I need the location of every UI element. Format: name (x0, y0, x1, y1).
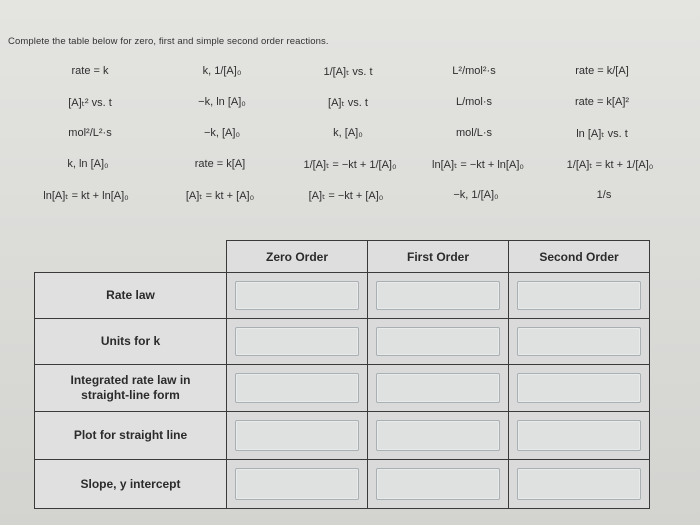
drop-target-units-first[interactable] (376, 327, 500, 356)
answer-chip-second-order-pos[interactable]: 1/[A]ₜ = kt + 1/[A]₀ (566, 159, 654, 171)
answer-chip-rate-eq-k-a2[interactable]: rate = k[A]² (574, 96, 630, 108)
answer-chip-rate-eq-k-a[interactable]: rate = k[A] (194, 158, 246, 170)
table-row (35, 460, 649, 508)
answer-chip-a-vs-t[interactable]: [A]ₜ vs. t (328, 97, 368, 109)
answer-chip-neg-k-ln-a0[interactable]: −k, ln [A]₀ (198, 96, 246, 108)
drop-target-rate-law-first[interactable] (376, 281, 500, 310)
table-cell (368, 365, 509, 411)
table-cell (509, 273, 649, 318)
instructions-text: Complete the table below for zero, first and simple second order reactions. (8, 36, 329, 47)
drop-target-slope-second[interactable] (517, 468, 641, 500)
column-header-zero-order: Zero Order (227, 241, 368, 273)
table-row (35, 412, 649, 460)
answer-chip-first-order-neg[interactable]: ln[A]ₜ = −kt + ln[A]₀ (432, 159, 524, 171)
table-cell (368, 319, 509, 364)
row-label-units-for-k: Units for k (35, 319, 227, 364)
table-cell (509, 460, 649, 508)
answer-chip-l-mol-s[interactable]: L/mol·s (455, 96, 493, 108)
table-cell (368, 460, 509, 508)
column-header-first-order: First Order (368, 241, 509, 273)
row-label-plot: Plot for straight line (35, 412, 227, 459)
answer-chip-rate-eq-k[interactable]: rate = k (71, 65, 109, 77)
drop-target-plot-second[interactable] (517, 420, 641, 451)
table-row (35, 273, 649, 319)
table-cell (368, 412, 509, 459)
table-cell (368, 273, 509, 318)
answer-chip-first-order-pos[interactable]: ln[A]ₜ = kt + ln[A]₀ (43, 190, 129, 202)
drop-target-plot-first[interactable] (376, 420, 500, 451)
answer-chip-1-over-a-vs-t[interactable]: 1/[A]ₜ vs. t (323, 66, 373, 78)
drop-target-units-second[interactable] (517, 327, 641, 356)
answer-bank (0, 58, 700, 218)
answer-chip-k-ln-a0[interactable]: k, ln [A]₀ (67, 158, 109, 170)
answer-chip-second-order-neg[interactable]: 1/[A]ₜ = −kt + 1/[A]₀ (303, 159, 397, 171)
drop-target-integrated-second[interactable] (517, 373, 641, 403)
drop-target-units-zero[interactable] (235, 327, 359, 356)
drop-target-plot-zero[interactable] (235, 420, 359, 451)
answer-chip-mol-l-s[interactable]: mol/L·s (455, 127, 493, 139)
row-label-slope-intercept: Slope, y intercept (35, 460, 227, 508)
table-cell (509, 365, 649, 411)
table-cell (227, 412, 368, 459)
table-row (35, 365, 649, 412)
table-cell (227, 365, 368, 411)
answer-chip-zero-order-pos[interactable]: [A]ₜ = kt + [A]₀ (185, 190, 255, 202)
table-cell (227, 273, 368, 318)
kinetics-table (34, 240, 648, 508)
drop-target-integrated-first[interactable] (376, 373, 500, 403)
answer-chip-ln-a-vs-t[interactable]: ln [A]ₜ vs. t (576, 128, 628, 140)
answer-chip-k-1-over-a0[interactable]: k, 1/[A]₀ (202, 65, 242, 77)
answer-chip-a2-vs-t[interactable]: [A]ₜ² vs. t (68, 97, 112, 109)
table-cell (509, 319, 649, 364)
answer-chip-zero-order-neg[interactable]: [A]ₜ = −kt + [A]₀ (308, 190, 384, 202)
drop-target-rate-law-zero[interactable] (235, 281, 359, 310)
table-cell (227, 460, 368, 508)
drop-target-slope-zero[interactable] (235, 468, 359, 500)
drop-target-integrated-zero[interactable] (235, 373, 359, 403)
table-body (34, 272, 650, 509)
table-cell (227, 319, 368, 364)
drop-target-rate-law-second[interactable] (517, 281, 641, 310)
answer-chip-neg-k-1-over-a0[interactable]: −k, 1/[A]₀ (453, 189, 499, 201)
answer-chip-one-per-s[interactable]: 1/s (596, 189, 612, 201)
answer-chip-l2-mol2-s[interactable]: L²/mol²·s (452, 65, 496, 77)
answer-chip-neg-k-a0[interactable]: −k, [A]₀ (203, 127, 241, 139)
column-header-second-order: Second Order (539, 250, 619, 264)
table-header-row (226, 240, 650, 273)
row-label-rate-law: Rate law (35, 273, 227, 318)
table-cell (509, 412, 649, 459)
answer-chip-mol2-l2-s[interactable]: mol²/L²·s (68, 127, 112, 139)
table-row (35, 319, 649, 365)
drop-target-slope-first[interactable] (376, 468, 500, 500)
answer-chip-k-a0[interactable]: k, [A]₀ (333, 127, 363, 139)
row-label-integrated-rate-law: Integrated rate law in straight-line form (35, 365, 227, 411)
answer-chip-rate-eq-k-over-a[interactable]: rate = k/[A] (575, 65, 629, 77)
